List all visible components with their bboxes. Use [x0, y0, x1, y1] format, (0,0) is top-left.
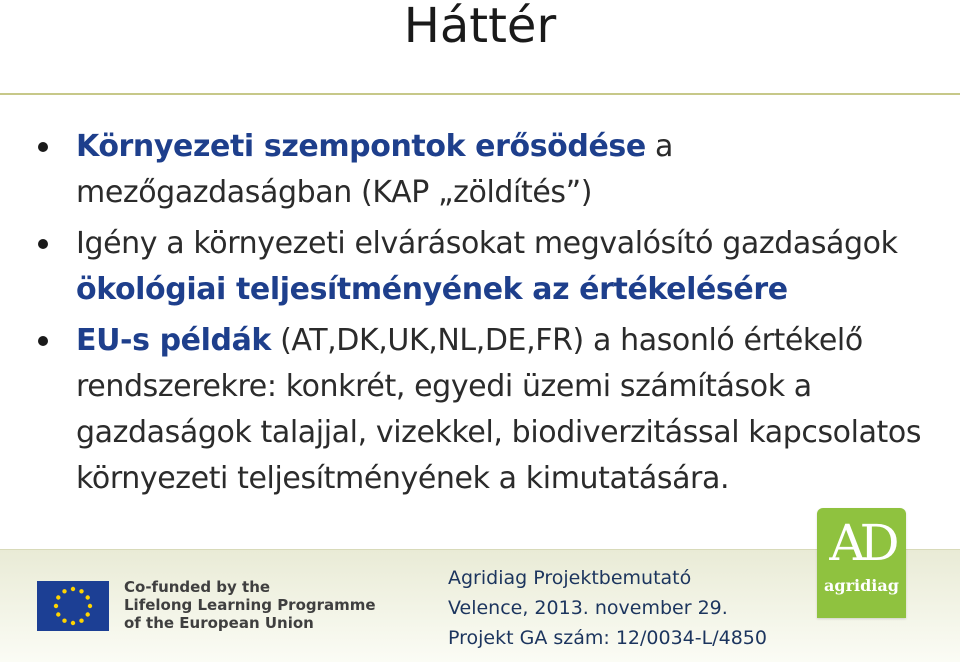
bullet-dot-icon	[38, 336, 48, 346]
eu-line-3: of the European Union	[124, 614, 314, 632]
project-name: Agridiag Projektbemutató	[448, 567, 692, 589]
eu-flag-icon	[37, 581, 109, 631]
project-info	[448, 563, 767, 653]
title-divider	[0, 93, 960, 95]
page-title: Háttér	[403, 0, 557, 54]
bullet-dot-icon	[38, 142, 48, 152]
agridiag-logo	[817, 508, 906, 618]
bullet-2-text: Igény a környezeti elvárásokat megvalósító gazdaságok	[76, 226, 898, 261]
project-date: Velence, 2013. november 29.	[448, 597, 728, 619]
bullet-list	[36, 124, 936, 507]
bullet-3-strong: EU-s példák	[76, 323, 271, 358]
bullet-item-1	[36, 124, 936, 216]
bullet-1-text: a mezőgazdaságban (KAP „zöldítés”)	[76, 129, 673, 210]
eu-funding-text	[124, 578, 376, 632]
bullet-item-3	[36, 318, 936, 502]
bullet-item-2	[36, 221, 936, 313]
logo-word: agridiag	[824, 576, 899, 595]
project-number: Projekt GA szám: 12/0034-L/4850	[448, 627, 767, 649]
bullet-3-text: (AT,DK,UK,NL,DE,FR) a hasonló értékelő rendszerekre: konkrét, egyedi üzemi számítások a gazdaságok talajjal, vizekkel, biodiverzitással kapcsolatos környezeti teljesítményének a kimutatására.	[76, 323, 922, 496]
footer-bar	[0, 549, 960, 662]
eu-line-1: Co-funded by the	[124, 578, 271, 596]
bullet-2-strong: ökológiai teljesítményének az értékelésére	[76, 272, 788, 307]
logo-mark: AD	[829, 514, 894, 572]
bullet-dot-icon	[38, 239, 48, 249]
bullet-1-strong: Környezeti szempontok erősödése	[76, 129, 646, 164]
eu-line-2: Lifelong Learning Programme	[124, 596, 376, 614]
